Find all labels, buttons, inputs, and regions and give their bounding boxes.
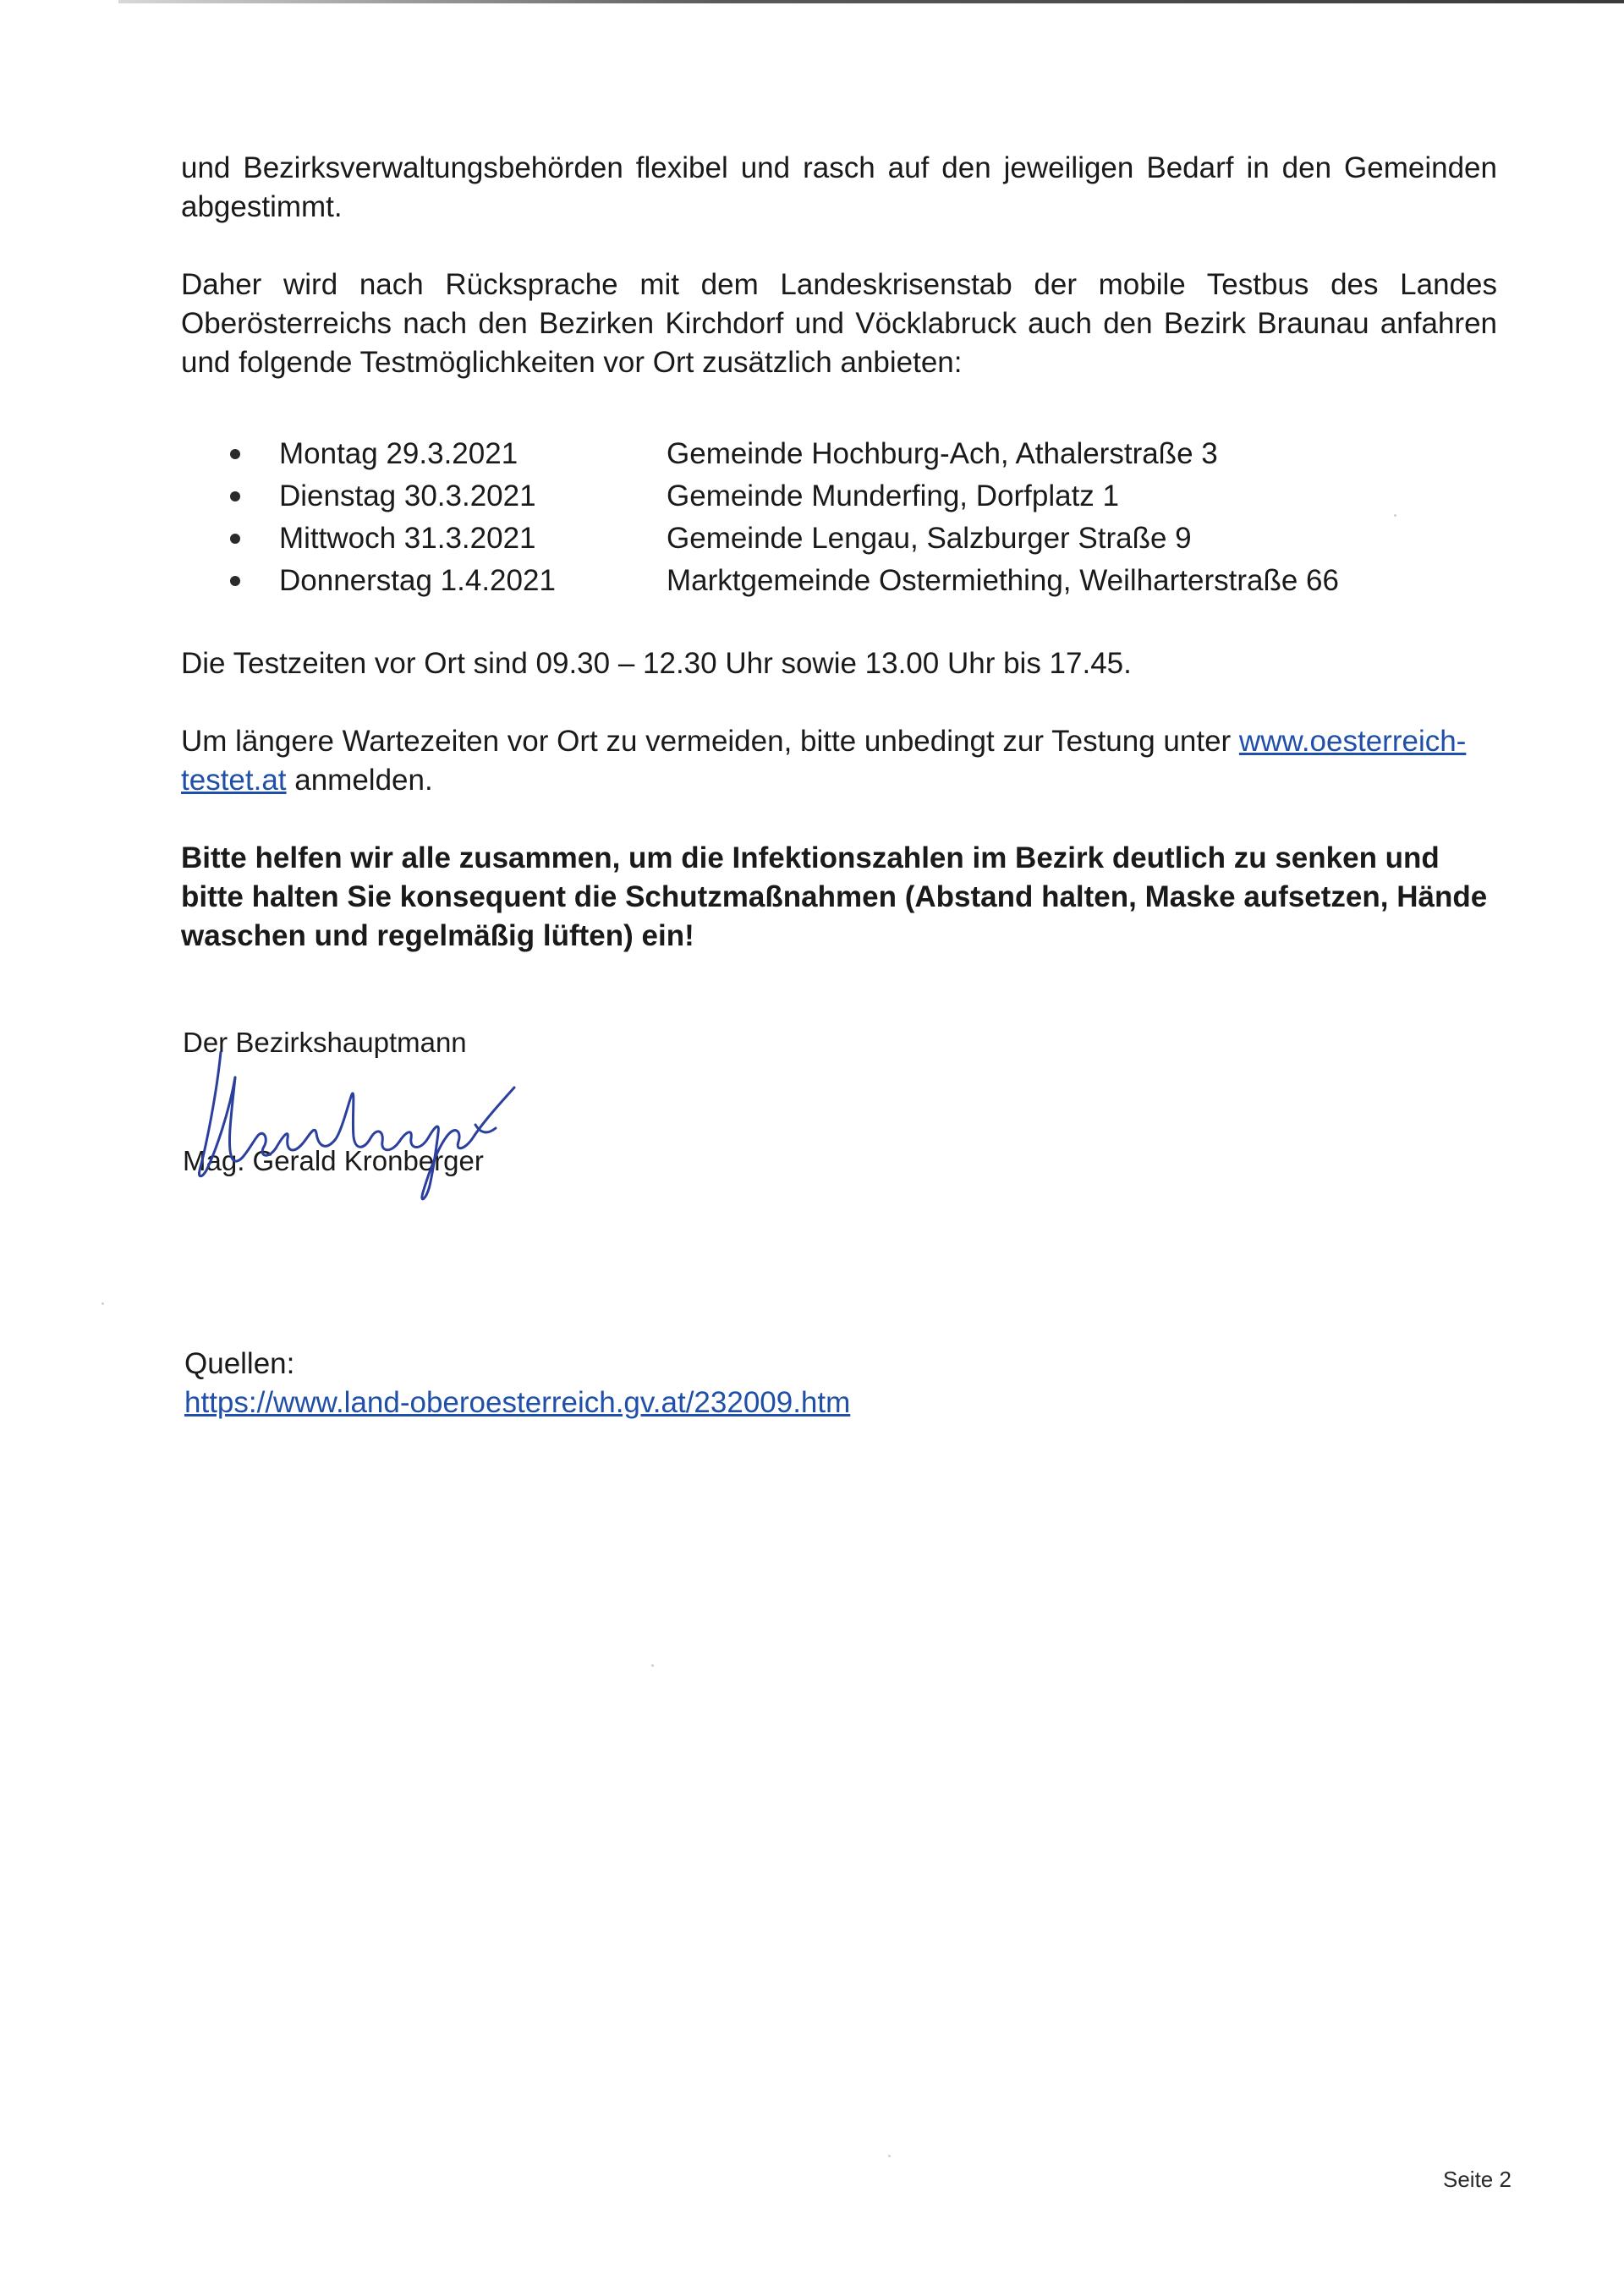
- schedule-place: Gemeinde Lengau, Salzburger Straße 9: [667, 522, 1192, 555]
- bullet-icon: [230, 576, 240, 586]
- signatory-name: Mag. Gerald Kronberger: [183, 1145, 484, 1176]
- list-item: [181, 475, 1497, 518]
- intro-paragraph: und Bezirksverwaltungsbehörden flexibel und rasch auf den jeweiligen Bedarf in den Gemeinden abgestimmt.: [181, 151, 1497, 223]
- list-item: [181, 518, 1497, 560]
- test-schedule-list: [181, 433, 1497, 602]
- schedule-place: Gemeinde Munderfing, Dorfplatz 1: [667, 479, 1119, 512]
- bullet-icon: [230, 449, 240, 459]
- source-link[interactable]: https://www.land-oberoesterreich.gv.at/232009.htm: [184, 1386, 851, 1419]
- bullet-icon: [230, 534, 240, 544]
- scan-top-edge: [118, 0, 1624, 3]
- schedule-day: Donnerstag 1.4.2021: [279, 564, 556, 597]
- registration-link[interactable]: www.oesterreich-testet.at: [181, 725, 1467, 797]
- scan-speck: [651, 1664, 654, 1667]
- sources-block: [184, 1345, 850, 1422]
- sources-label: Quellen:: [184, 1347, 295, 1380]
- testbus-paragraph: Daher wird nach Rücksprache mit dem Landeskrisenstab der mobile Testbus des Landes Oberösterreichs nach den Bezirken Kirchdorf und Vöcklabruck auch den Bezirk Braunau anfahren und folgende Testmöglichkeiten vor Ort zusätzlich anbieten:: [181, 268, 1497, 379]
- appeal-paragraph: Bitte helfen wir alle zusammen, um die Infektionszahlen im Bezirk deutlich zu senken und bitte halten Sie konsequent die Schutzmaßnahmen (Abstand halten, Maske aufsetzen, Hände waschen und regelmäßig lüften) ein!: [181, 841, 1488, 952]
- schedule-place: Gemeinde Hochburg-Ach, Athalerstraße 3: [667, 437, 1218, 470]
- list-item: [181, 560, 1497, 602]
- handwritten-signature: [183, 1044, 572, 1221]
- scan-speck: [888, 2155, 891, 2157]
- page-number: Seite 2: [1443, 2167, 1512, 2192]
- schedule-day: Mittwoch 31.3.2021: [279, 522, 536, 555]
- signatory-title: Der Bezirkshauptmann: [183, 1027, 467, 1058]
- schedule-day: Dienstag 30.3.2021: [279, 479, 536, 512]
- registration-text-end: anmelden.: [286, 764, 433, 797]
- registration-text: Um längere Wartezeiten vor Ort zu vermeiden, bitte unbedingt zur Testung unter: [181, 725, 1239, 758]
- schedule-day: Montag 29.3.2021: [279, 437, 518, 470]
- scan-speck: [1394, 514, 1396, 517]
- test-times-paragraph: Die Testzeiten vor Ort sind 09.30 – 12.30 Uhr sowie 13.00 Uhr bis 17.45.: [181, 647, 1132, 680]
- schedule-place: Marktgemeinde Ostermiething, Weilharterstraße 66: [667, 564, 1339, 597]
- registration-paragraph: [181, 722, 1497, 800]
- bullet-icon: [230, 491, 240, 501]
- list-item: [181, 433, 1497, 475]
- scan-speck: [102, 1302, 104, 1305]
- document-body: [181, 149, 1497, 956]
- signature-block: [183, 1027, 690, 1213]
